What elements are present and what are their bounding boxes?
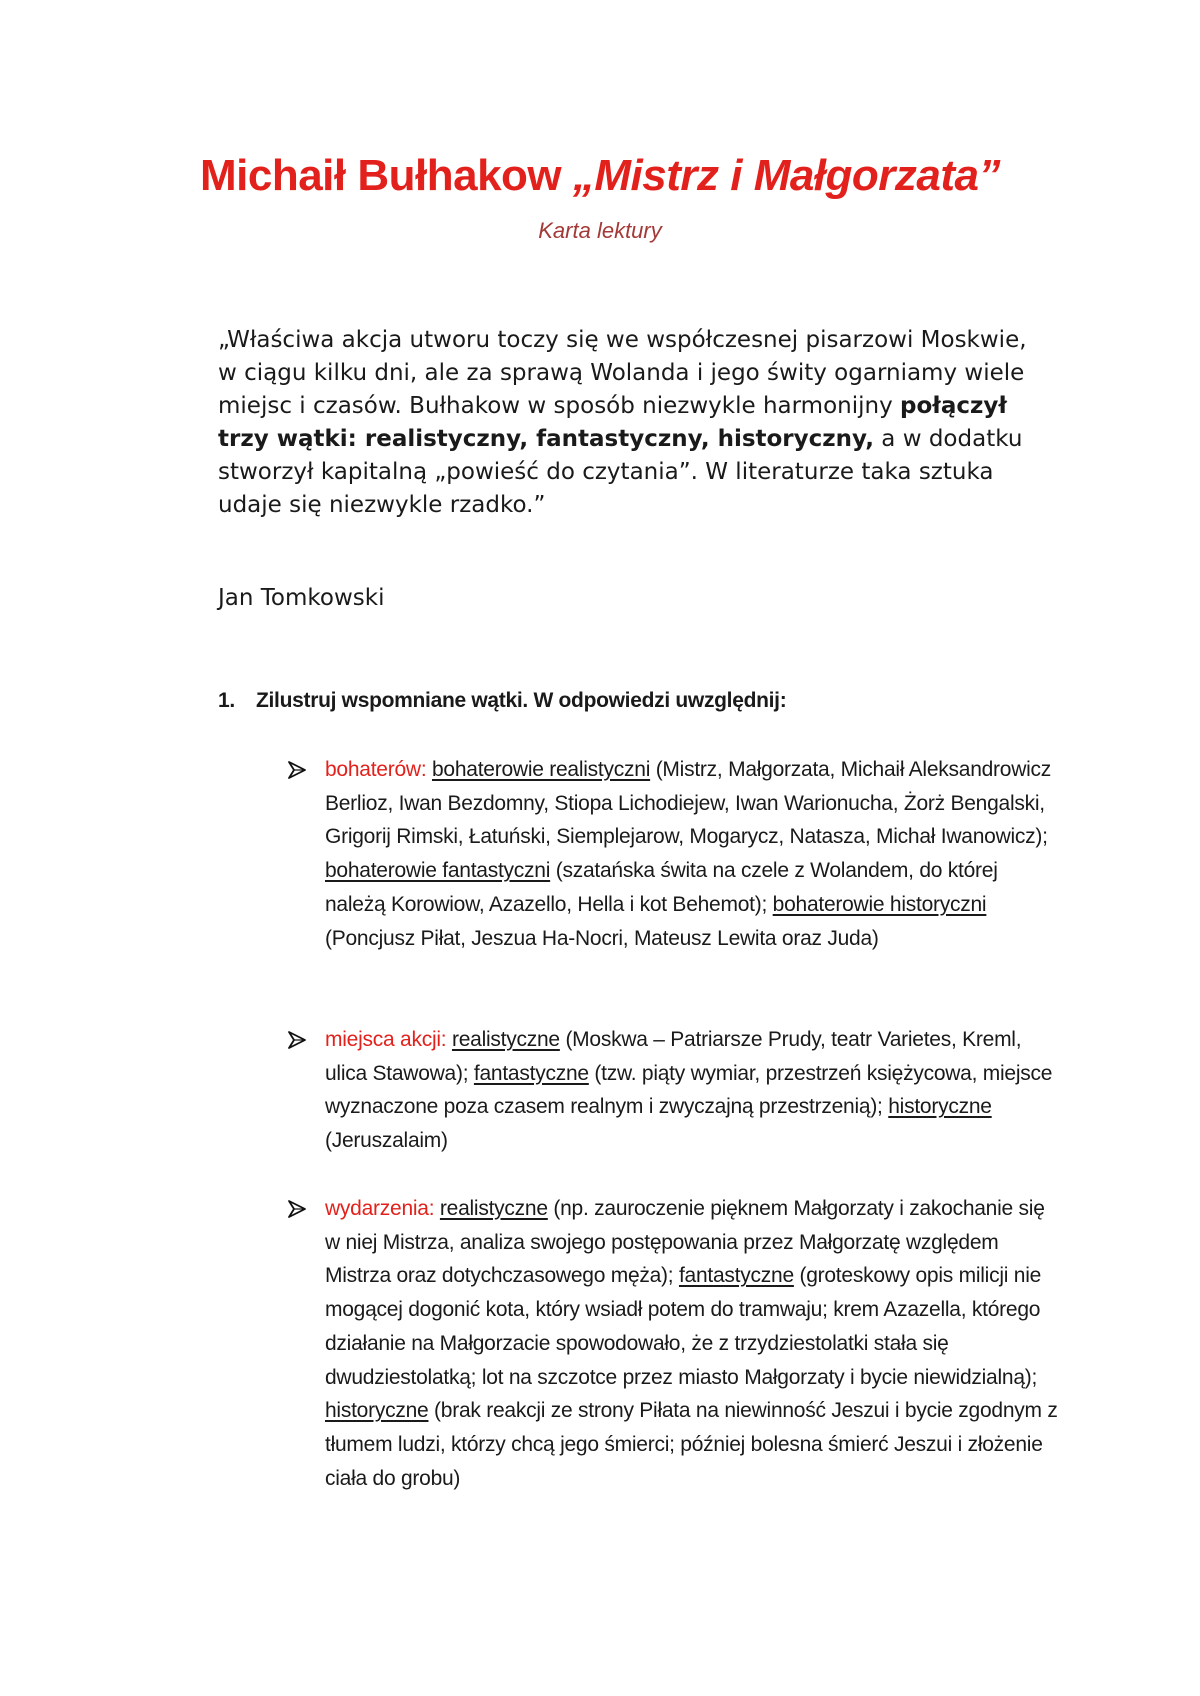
bullet-subcategory: historyczne: [888, 1095, 992, 1119]
bullet-category: miejsca akcji:: [325, 1028, 447, 1051]
bullet-text: (Moskwa – Patriarsze Prudy, teatr Varietes, Kreml, ulica Stawowa);: [325, 1028, 1022, 1085]
task-number: 1.: [218, 689, 235, 712]
task-heading: [218, 686, 1118, 716]
bullet-text: (tzw. piąty wymiar, przestrzeń księżycowa, miejsce wyznaczone poza czasem realnym i zwyczajną przestrzenią);: [325, 1061, 1053, 1119]
bullet-subcategory: fantastyczne: [473, 1061, 589, 1085]
arrow-bullet-icon: [287, 753, 309, 787]
bullet-text: (Poncjusz Piłat, Jeszua Ha-Nocri, Mateusz Lewita oraz Juda): [325, 926, 879, 950]
title-work: „Mistrz i Małgorzata”: [572, 151, 1001, 200]
task-text: Zilustruj wspomniane wątki. W odpowiedzi uwzględnij:: [256, 689, 787, 712]
bullet-subcategory: historyczne: [325, 1399, 429, 1423]
bullet-subcategory: realistyczne: [451, 1028, 560, 1051]
bullet-text: (szatańska świta na czele z Wolandem, do której należą Korowiow, Azazello, Hella i kot Behemot);: [325, 859, 998, 916]
bullet-text: (brak reakcji ze strony Piłata na niewinność Jeszui i bycie zgodnym z tłumem ludzi, którzy chcą jego śmierci; później bolesna śmierć Jeszui i złożenie ciała do grobu): [325, 1399, 1058, 1490]
document-subtitle: Karta lektury: [538, 218, 662, 243]
bullet-category: wydarzenia:: [325, 1197, 435, 1220]
bullet-subcategory: realistyczne: [439, 1197, 548, 1220]
quote-paragraph: [218, 324, 1038, 522]
bullet-subcategory: fantastyczne: [678, 1264, 794, 1288]
bullet-text: (np. zauroczenie pięknem Małgorzaty i zakochanie się w niej Mistrza, analiza swojego postępowania przez Małgorzatę względem Mistrza oraz dotychczasowego męża);: [325, 1197, 1045, 1288]
bullet-category: bohaterów:: [325, 758, 427, 781]
arrow-bullet-icon: [287, 1023, 309, 1057]
bullet-text: (Jeruszalaim): [325, 1129, 448, 1153]
title-author: Michaił Bułhakow: [199, 151, 562, 200]
bullet-subcategory: bohaterowie fantastyczni: [325, 859, 551, 883]
bullet-text: (groteskowy opis milicji nie mogącej dogonić kota, który wsiadł potem do tramwaju; krem Azazella, którego działanie na Małgorzacie spowodowało, że z trzydziestolatki stała się dwudziestolatką; lot na szczotce przez miasto Małgorzaty i bycie niewidzialną);: [325, 1264, 1042, 1389]
bullet-subcategory: bohaterowie historyczni: [772, 892, 987, 916]
bullet-heroes: [325, 753, 1060, 955]
quote-text-start: „Właściwa akcja utworu toczy się we współczesnej pisarzowi Moskwie, w ciągu kilku dni, ale za sprawą Wolanda i jego świty ogarniamy wiele miejsc i czasów. Bułhakow w sposób niezwykle harmonijny: [218, 327, 1027, 419]
quote-author: Jan Tomkowski: [218, 585, 385, 611]
quote-text-bold: połączył trzy wątki: realistyczny, fantastyczny, historyczny,: [218, 393, 1007, 452]
bullet-subcategory: bohaterowie realistyczni: [432, 758, 651, 781]
bullet-places: [325, 1023, 1060, 1158]
arrow-bullet-icon: [287, 1192, 309, 1226]
quote-text-end: a w dodatku stworzył kapitalną „powieść do czytania”. W literaturze taka sztuka udaje się niezwykle rzadko.”: [218, 426, 1023, 518]
bullet-text: (Mistrz, Małgorzata, Michaił Aleksandrowicz Berlioz, Iwan Bezdomny, Stiopa Lichodiejew, Iwan Warionucha, Żorż Bengalski, Grigorij Rimski, Łatuński, Siemplejarow, Mogarycz, Natasza, Michał Iwanowicz);: [325, 758, 1052, 849]
document-title: [0, 148, 1200, 204]
bullet-events: [325, 1192, 1060, 1495]
